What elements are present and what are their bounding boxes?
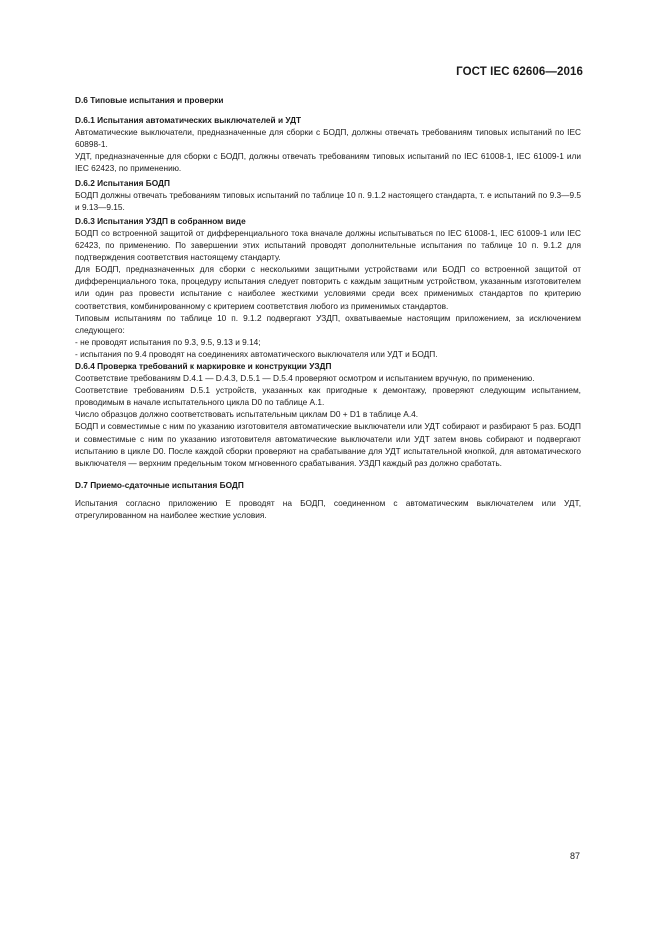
paragraph: Автоматические выключатели, предназначенные для сборки с БОДП, должны отвечать требованиям типовых испытаний по IEC 60898-1. [75, 127, 581, 150]
section-d6-heading: D.6 Типовые испытания и проверки [75, 95, 224, 105]
paragraph: Соответствие требованиям D.5.1 устройств, указанных как пригодные к демонтажу, проверяют следующим испытанием, проводимым в начале испытательного цикла D0 по таблице A.1. [75, 385, 581, 408]
paragraph: Для БОДП, предназначенных для сборки с несколькими защитными устройствами или БОДП со встроенной защитой от дифференциального тока, процедуру испытания следует повторить с каждым защитным устройством, указанным изготовителем или один раз провести испытание с наиболее жесткими условиями среди всех применимых стандартов по критерию соответствия, комбинированному с критерием соответствия любого из применимых стандартов. [75, 264, 581, 311]
subsection-d64-heading: D.6.4 Проверка требований к маркировке и конструкции УЗДП [75, 360, 332, 371]
paragraph: УДТ, предназначенные для сборки с БОДП, должны отвечать требованиям типовых испытаний по IEC 61008-1, IEC 61009-1 или IEC 62423, по применению. [75, 151, 581, 174]
paragraph: БОДП должны отвечать требованиям типовых испытаний по таблице 10 п. 9.1.2 настоящего стандарта, т. е испытаний по 9.3—9.5 и 9.13—9.15. [75, 189, 581, 212]
paragraph: Соответствие требованиям D.4.1 — D.4.3, D.5.1 — D.5.4 проверяют осмотром и испытанием вручную, по применению. [75, 373, 535, 384]
list-item: - испытания по 9.4 проводят на соединениях автоматического выключателя или УДТ и БОДП. [75, 348, 438, 359]
list-item: - не проводят испытания по 9.3, 9.5, 9.13 и 9.14; [75, 336, 261, 347]
document-body [75, 94, 581, 521]
paragraph: БОДП со встроенной защитой от дифференциального тока вначале должны испытываться по IEC 61008-1, IEC 61009-1 или IEC 62423, по применению. По завершении этих испытаний проводят дополнительные испытания по таблице 10 п. 9.1.2 для подтверждения соответствия настоящему стандарту. [75, 227, 581, 263]
paragraph: БОДП и совместимые с ним по указанию изготовителя автоматические выключатели или УДТ собирают и разбирают 5 раз. БОДП и совместимые с ним по указанию изготовителя автоматические выключатели или УДТ затем вновь собирают и подвергают испытанию в цикле D0. После каждой сборки проверяют на срабатывание для УДТ испытательной кнопкой, для автоматического выключателя — верхним предельным током мгновенного срабатывания. УЗДП каждый раз должно сработать. [75, 421, 581, 468]
subsection-d62-heading: D.6.2 Испытания БОДП [75, 177, 170, 188]
standard-header: ГОСТ IEC 62606—2016 [456, 66, 583, 78]
paragraph: Испытания согласно приложению E проводят на БОДП, соединенном с автоматическим выключателем или УДТ, отрегулированном на наиболее жесткие условия. [75, 497, 581, 520]
subsection-d63-heading: D.6.3 Испытания УЗДП в собранном виде [75, 215, 246, 226]
subsection-d61-heading: D.6.1 Испытания автоматических выключателей и УДТ [75, 115, 302, 126]
section-d7-heading: D.7 Приемо-сдаточные испытания БОДП [75, 479, 244, 490]
page-number: 87 [569, 851, 580, 861]
paragraph: Типовым испытаниям по таблице 10 п. 9.1.2 подвергают УЗДП, охватываемые настоящим приложением, за исключением следующего: [75, 312, 581, 335]
paragraph: Число образцов должно соответствовать испытательным циклам D0 + D1 в таблице A.4. [75, 409, 419, 420]
